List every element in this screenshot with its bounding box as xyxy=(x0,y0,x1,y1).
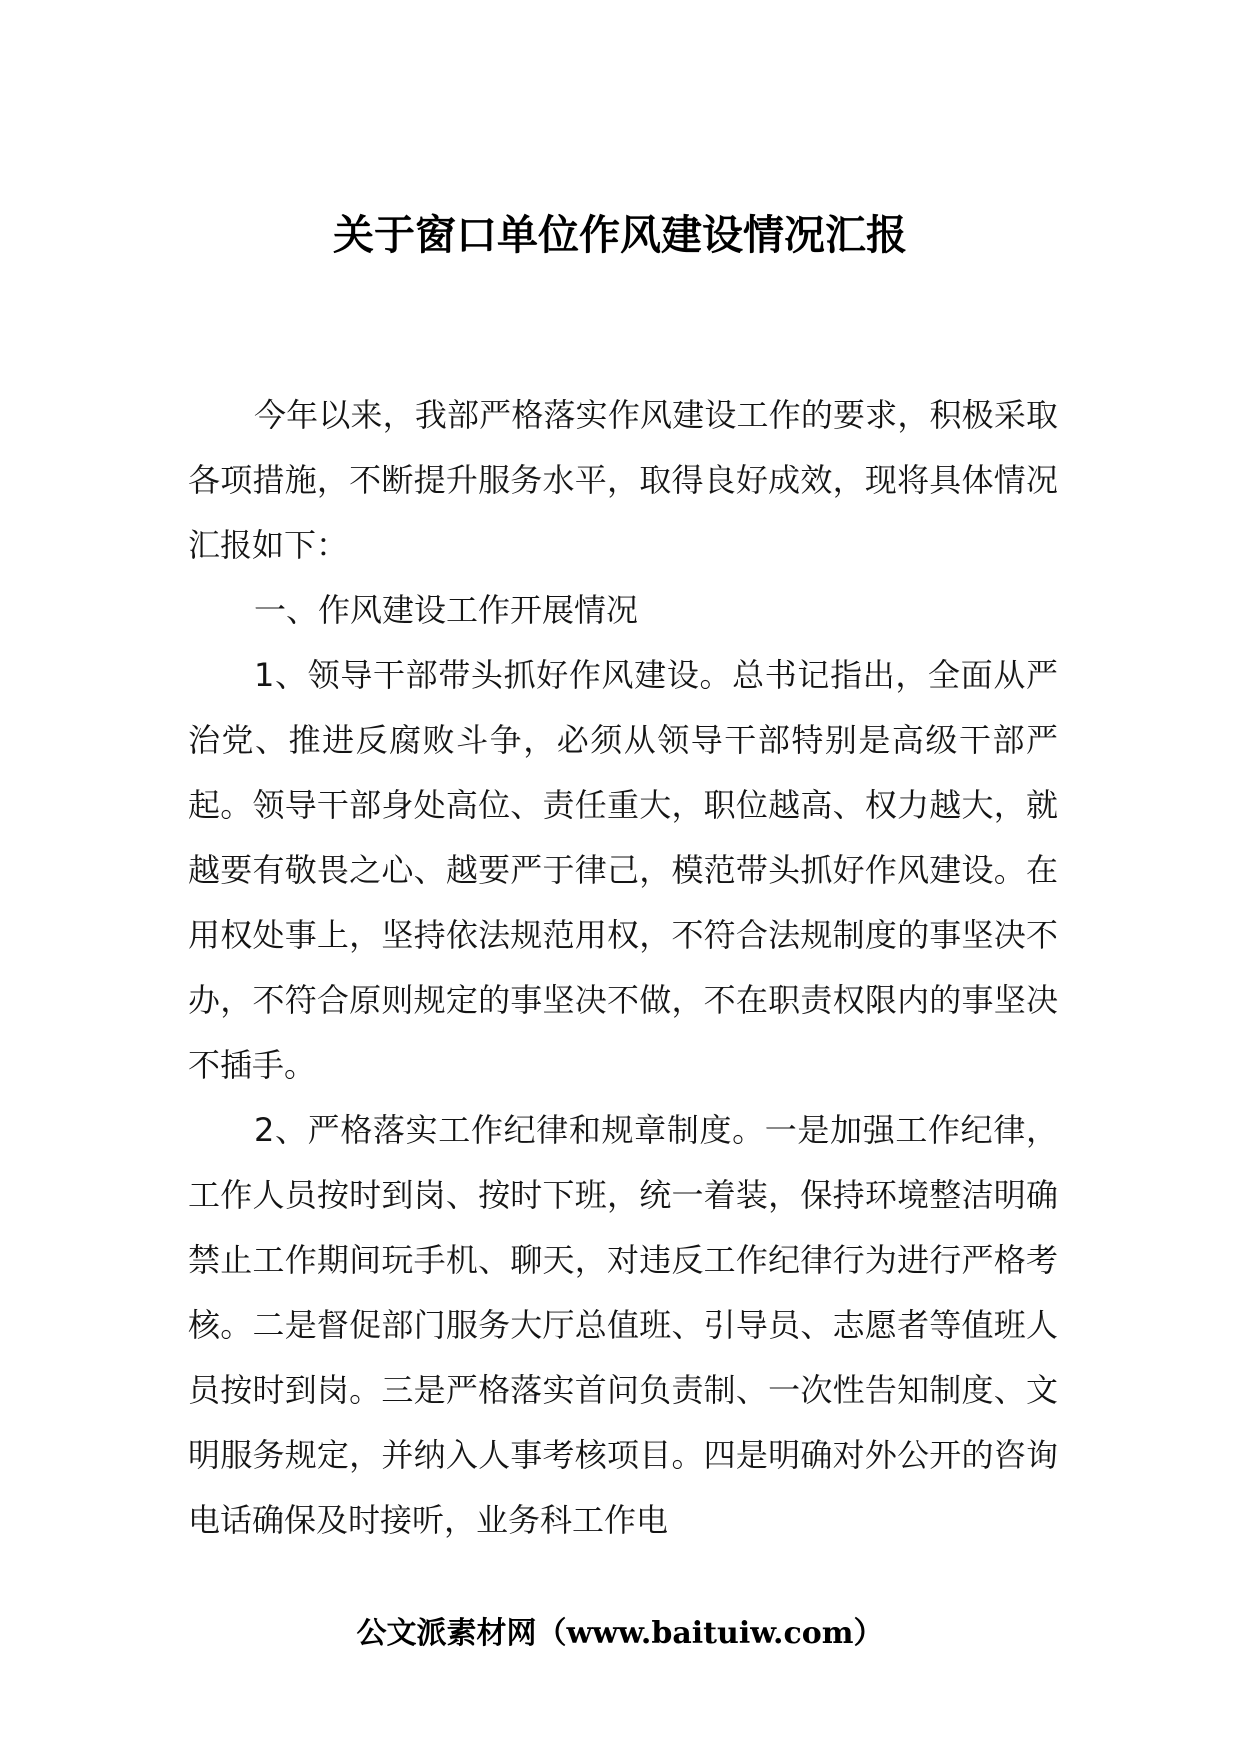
intro-paragraph: 今年以来，我部严格落实作风建设工作的要求，积极采取各项措施，不断提升服务水平，取得良好成效，现将具体情况汇报如下： xyxy=(188,396,1058,564)
body-paragraph-2: 2、严格落实工作纪律和规章制度。一是加强工作纪律，工作人员按时到岗、按时下班，统一着装，保持环境整洁明确禁止工作期间玩手机、聊天，对违反工作纪律行为进行严格考核。二是督促部门服务大厅总值班、引导员、志愿者等值班人员按时到岗。三是严格落实首问负责制、一次性告知制度、文明服务规定，并纳入人事考核项目。四是明确对外公开的咨询电话确保及时接听，业务科工作电 xyxy=(188,1111,1058,1539)
body-paragraph-1: 1、领导干部带头抓好作风建设。总书记指出，全面从严治党、推进反腐败斗争，必须从领导干部特别是高级干部严起。领导干部身处高位、责任重大，职位越高、权力越大，就越要有敬畏之心、越要严于律己，模范带头抓好作风建设。在用权处事上，坚持依法规范用权，不符合法规制度的事坚决不办，不符合原则规定的事坚决不做，不在职责权限内的事坚决不插手。 xyxy=(188,656,1058,1084)
document-body xyxy=(188,383,1058,1553)
footer-watermark: 公文派素材网（www.baituiw.com） xyxy=(356,1616,884,1651)
document-title: 关于窗口单位作风建设情况汇报 xyxy=(333,211,907,259)
section-heading: 一、作风建设工作开展情况 xyxy=(254,591,639,629)
